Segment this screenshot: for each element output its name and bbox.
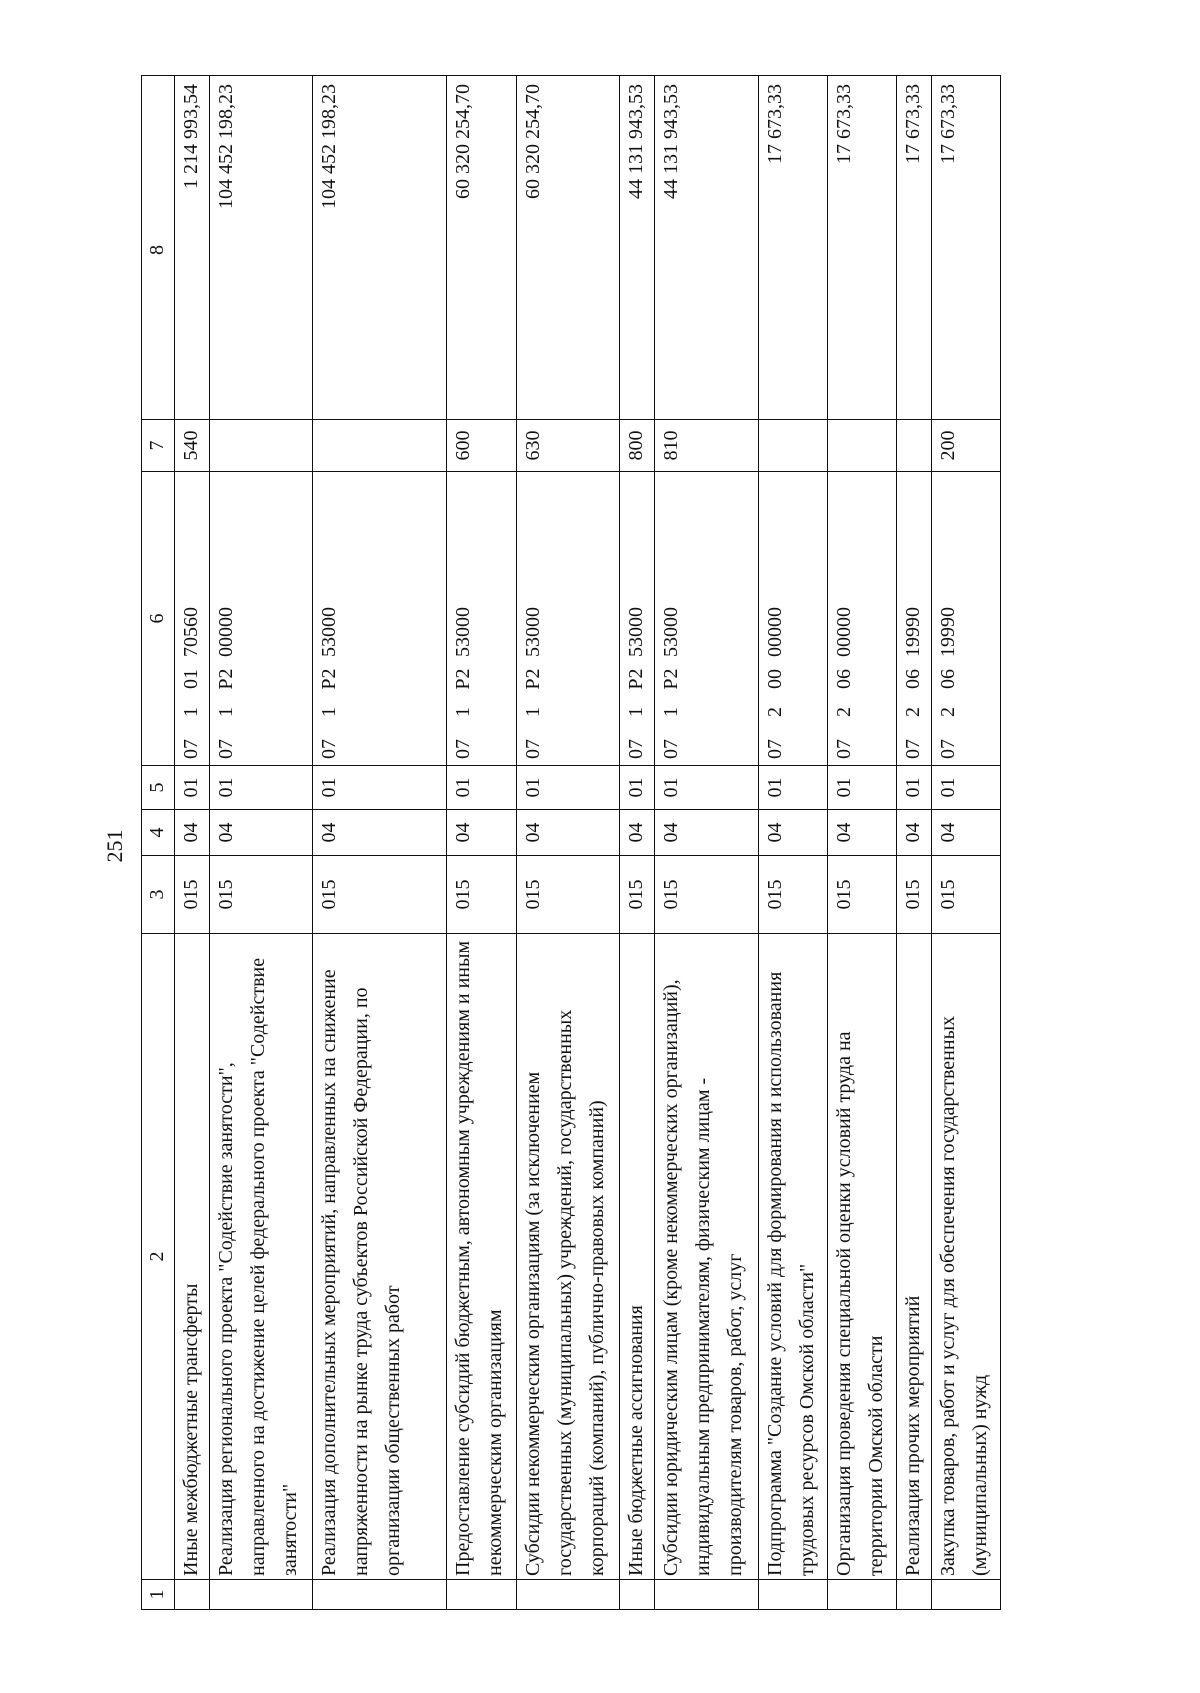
row-number-cell — [758, 1580, 827, 1610]
code-part: 53000 — [660, 607, 683, 657]
row-col7-cell — [758, 420, 827, 472]
row-number-cell — [447, 1580, 517, 1610]
row-name-cell: Субсидии некоммерческим организациям (за исключением государственных (муниципальных) учреждений, государственных корпораций (компаний), публично-правовых компаний) — [517, 934, 620, 1580]
row-col5-cell: 01 — [620, 766, 655, 810]
classification-code — [175, 478, 207, 759]
code-part: P2 — [318, 668, 341, 690]
header-col-5: 5 — [142, 766, 175, 810]
row-col7-cell: 630 — [517, 420, 620, 472]
code-part: 70560 — [179, 607, 202, 657]
code-part: 53000 — [522, 607, 545, 657]
row-number-cell — [896, 1580, 931, 1610]
row-col4-cell: 04 — [517, 810, 620, 856]
row-name-cell: Реализация регионального проекта "Содействие занятости", направленного на достижение целей федерального проекта "Содействие занятости" — [210, 934, 313, 1580]
row-amount-cell: 60 320 254,70 — [447, 76, 517, 420]
classification-code — [932, 478, 964, 759]
code-part: 07 — [763, 739, 786, 759]
code-part: 07 — [452, 739, 475, 759]
row-col5-cell: 01 — [210, 766, 313, 810]
code-part: 1 — [179, 707, 202, 717]
row-name-cell: Подпрограмма "Создание условий для формирования и использования трудовых ресурсов Омской области" — [758, 934, 827, 1580]
row-col3-cell: 015 — [758, 856, 827, 934]
table-row — [174, 76, 209, 1610]
row-code-cell — [827, 472, 896, 766]
row-col7-cell — [210, 420, 313, 472]
code-part: 53000 — [625, 607, 648, 657]
code-part: 1 — [452, 707, 475, 717]
row-col4-cell: 04 — [313, 810, 447, 856]
row-col5-cell: 01 — [655, 766, 758, 810]
row-amount-cell: 44 131 943,53 — [620, 76, 655, 420]
row-amount-cell: 60 320 254,70 — [517, 76, 620, 420]
row-code-cell — [174, 472, 209, 766]
classification-code — [313, 478, 345, 759]
row-code-cell — [313, 472, 447, 766]
code-part: 1 — [660, 707, 683, 717]
code-part: 07 — [660, 739, 683, 759]
row-amount-cell: 17 673,33 — [896, 76, 931, 420]
code-part: 07 — [901, 739, 924, 759]
row-col4-cell: 04 — [827, 810, 896, 856]
header-col-1: 1 — [142, 1580, 175, 1610]
code-part: 07 — [832, 739, 855, 759]
code-part: 19990 — [901, 607, 924, 657]
code-part: 01 — [179, 669, 202, 689]
row-col5-cell: 01 — [758, 766, 827, 810]
row-col4-cell: 04 — [210, 810, 313, 856]
header-col-4: 4 — [142, 810, 175, 856]
code-part: P2 — [660, 668, 683, 690]
code-part: P2 — [522, 668, 545, 690]
rotated-table-container — [141, 76, 1001, 1610]
row-col3-cell: 015 — [827, 856, 896, 934]
row-name-cell: Организация проведения специальной оценки условий труда на территории Омской области — [827, 934, 896, 1580]
code-part: 1 — [625, 707, 648, 717]
table-row — [210, 76, 313, 1610]
row-col5-cell: 01 — [931, 766, 1000, 810]
code-part: 19990 — [936, 607, 959, 657]
code-part: 06 — [832, 669, 855, 689]
code-part: 00000 — [832, 607, 855, 657]
row-amount-cell: 17 673,33 — [931, 76, 1000, 420]
row-number-cell — [210, 1580, 313, 1610]
row-col7-cell: 600 — [447, 420, 517, 472]
row-code-cell — [931, 472, 1000, 766]
row-col3-cell: 015 — [655, 856, 758, 934]
code-part: 2 — [936, 707, 959, 717]
code-part: 2 — [901, 707, 924, 717]
code-part: 07 — [522, 739, 545, 759]
code-part: 07 — [936, 739, 959, 759]
row-number-cell — [620, 1580, 655, 1610]
row-name-cell: Иные межбюджетные трансферты — [174, 934, 209, 1580]
row-col3-cell: 015 — [620, 856, 655, 934]
header-col-6: 6 — [142, 472, 175, 766]
code-part: 00000 — [763, 607, 786, 657]
code-part: 06 — [901, 669, 924, 689]
table-row — [447, 76, 517, 1610]
classification-code — [210, 478, 242, 759]
row-amount-cell: 104 452 198,23 — [210, 76, 313, 420]
header-row — [142, 76, 175, 1610]
row-col3-cell: 015 — [210, 856, 313, 934]
code-part: 00 — [763, 669, 786, 689]
header-col-7: 7 — [142, 420, 175, 472]
header-col-3: 3 — [142, 856, 175, 934]
row-col3-cell: 015 — [313, 856, 447, 934]
code-part: 06 — [936, 669, 959, 689]
row-name-cell: Реализация дополнительных мероприятий, направленных на снижение напряженности на рынке труда субъектов Российской Федерации, по организации общественных работ — [313, 934, 447, 1580]
header-col-8: 8 — [142, 76, 175, 420]
row-col5-cell: 01 — [827, 766, 896, 810]
row-col3-cell: 015 — [931, 856, 1000, 934]
row-code-cell — [210, 472, 313, 766]
row-col4-cell: 04 — [896, 810, 931, 856]
row-code-cell — [896, 472, 931, 766]
row-col5-cell: 01 — [896, 766, 931, 810]
classification-code — [828, 478, 860, 759]
table-row — [758, 76, 827, 1610]
row-number-cell — [827, 1580, 896, 1610]
row-name-cell: Субсидии юридическим лицам (кроме некоммерческих организаций), индивидуальным предпринимателям, физическим лицам - производителям товаров, работ, услуг — [655, 934, 758, 1580]
row-code-cell — [447, 472, 517, 766]
row-col3-cell: 015 — [896, 856, 931, 934]
row-col7-cell — [313, 420, 447, 472]
row-amount-cell: 17 673,33 — [758, 76, 827, 420]
code-part: P2 — [625, 668, 648, 690]
classification-code — [447, 478, 479, 759]
row-number-cell — [174, 1580, 209, 1610]
code-part: 1 — [522, 707, 545, 717]
code-part: 00000 — [215, 607, 238, 657]
table-body — [142, 76, 1001, 1610]
row-col3-cell: 015 — [447, 856, 517, 934]
row-number-cell — [313, 1580, 447, 1610]
row-col5-cell: 01 — [517, 766, 620, 810]
table-row — [517, 76, 620, 1610]
classification-code — [897, 478, 929, 759]
code-part: 1 — [318, 707, 341, 717]
row-number-cell — [517, 1580, 620, 1610]
code-part: 07 — [625, 739, 648, 759]
table-row — [931, 76, 1000, 1610]
classification-code — [620, 478, 652, 759]
budget-table — [141, 75, 1001, 1610]
row-number-cell — [655, 1580, 758, 1610]
row-col7-cell: 800 — [620, 420, 655, 472]
row-col4-cell: 04 — [931, 810, 1000, 856]
row-col5-cell: 01 — [313, 766, 447, 810]
row-code-cell — [655, 472, 758, 766]
row-col5-cell: 01 — [447, 766, 517, 810]
row-col4-cell: 04 — [758, 810, 827, 856]
row-col5-cell: 01 — [174, 766, 209, 810]
row-name-cell: Предоставление субсидий бюджетным, автономным учреждениям и иным некоммерческим организациям — [447, 934, 517, 1580]
code-part: P2 — [452, 668, 475, 690]
code-part: 53000 — [452, 607, 475, 657]
classification-code — [517, 478, 549, 759]
classification-code — [759, 478, 791, 759]
code-part: 2 — [832, 707, 855, 717]
code-part: 07 — [179, 739, 202, 759]
row-col7-cell: 540 — [174, 420, 209, 472]
row-code-cell — [620, 472, 655, 766]
row-number-cell — [931, 1580, 1000, 1610]
row-amount-cell: 17 673,33 — [827, 76, 896, 420]
code-part: 1 — [215, 707, 238, 717]
row-col7-cell: 810 — [655, 420, 758, 472]
row-col4-cell: 04 — [655, 810, 758, 856]
row-code-cell — [517, 472, 620, 766]
row-amount-cell: 104 452 198,23 — [313, 76, 447, 420]
row-col3-cell: 015 — [174, 856, 209, 934]
table-row — [827, 76, 896, 1610]
row-amount-cell: 1 214 993,54 — [174, 76, 209, 420]
code-part: 07 — [318, 739, 341, 759]
code-part: 07 — [215, 739, 238, 759]
row-col3-cell: 015 — [517, 856, 620, 934]
row-code-cell — [758, 472, 827, 766]
row-col7-cell — [827, 420, 896, 472]
row-col4-cell: 04 — [447, 810, 517, 856]
row-amount-cell: 44 131 943,53 — [655, 76, 758, 420]
row-name-cell: Иные бюджетные ассигнования — [620, 934, 655, 1580]
code-part: P2 — [215, 668, 238, 690]
classification-code — [655, 478, 687, 759]
table-row — [655, 76, 758, 1610]
row-col7-cell — [896, 420, 931, 472]
header-col-2: 2 — [142, 934, 175, 1580]
code-part: 2 — [763, 707, 786, 717]
row-col4-cell: 04 — [174, 810, 209, 856]
code-part: 53000 — [318, 607, 341, 657]
table-row — [896, 76, 931, 1610]
table-row — [313, 76, 447, 1610]
row-name-cell: Реализация прочих мероприятий — [896, 934, 931, 1580]
row-name-cell: Закупка товаров, работ и услуг для обеспечения государственных (муниципальных) нужд — [931, 934, 1000, 1580]
table-row — [620, 76, 655, 1610]
row-col7-cell: 200 — [931, 420, 1000, 472]
row-col4-cell: 04 — [620, 810, 655, 856]
page-number: 251 — [102, 829, 127, 863]
